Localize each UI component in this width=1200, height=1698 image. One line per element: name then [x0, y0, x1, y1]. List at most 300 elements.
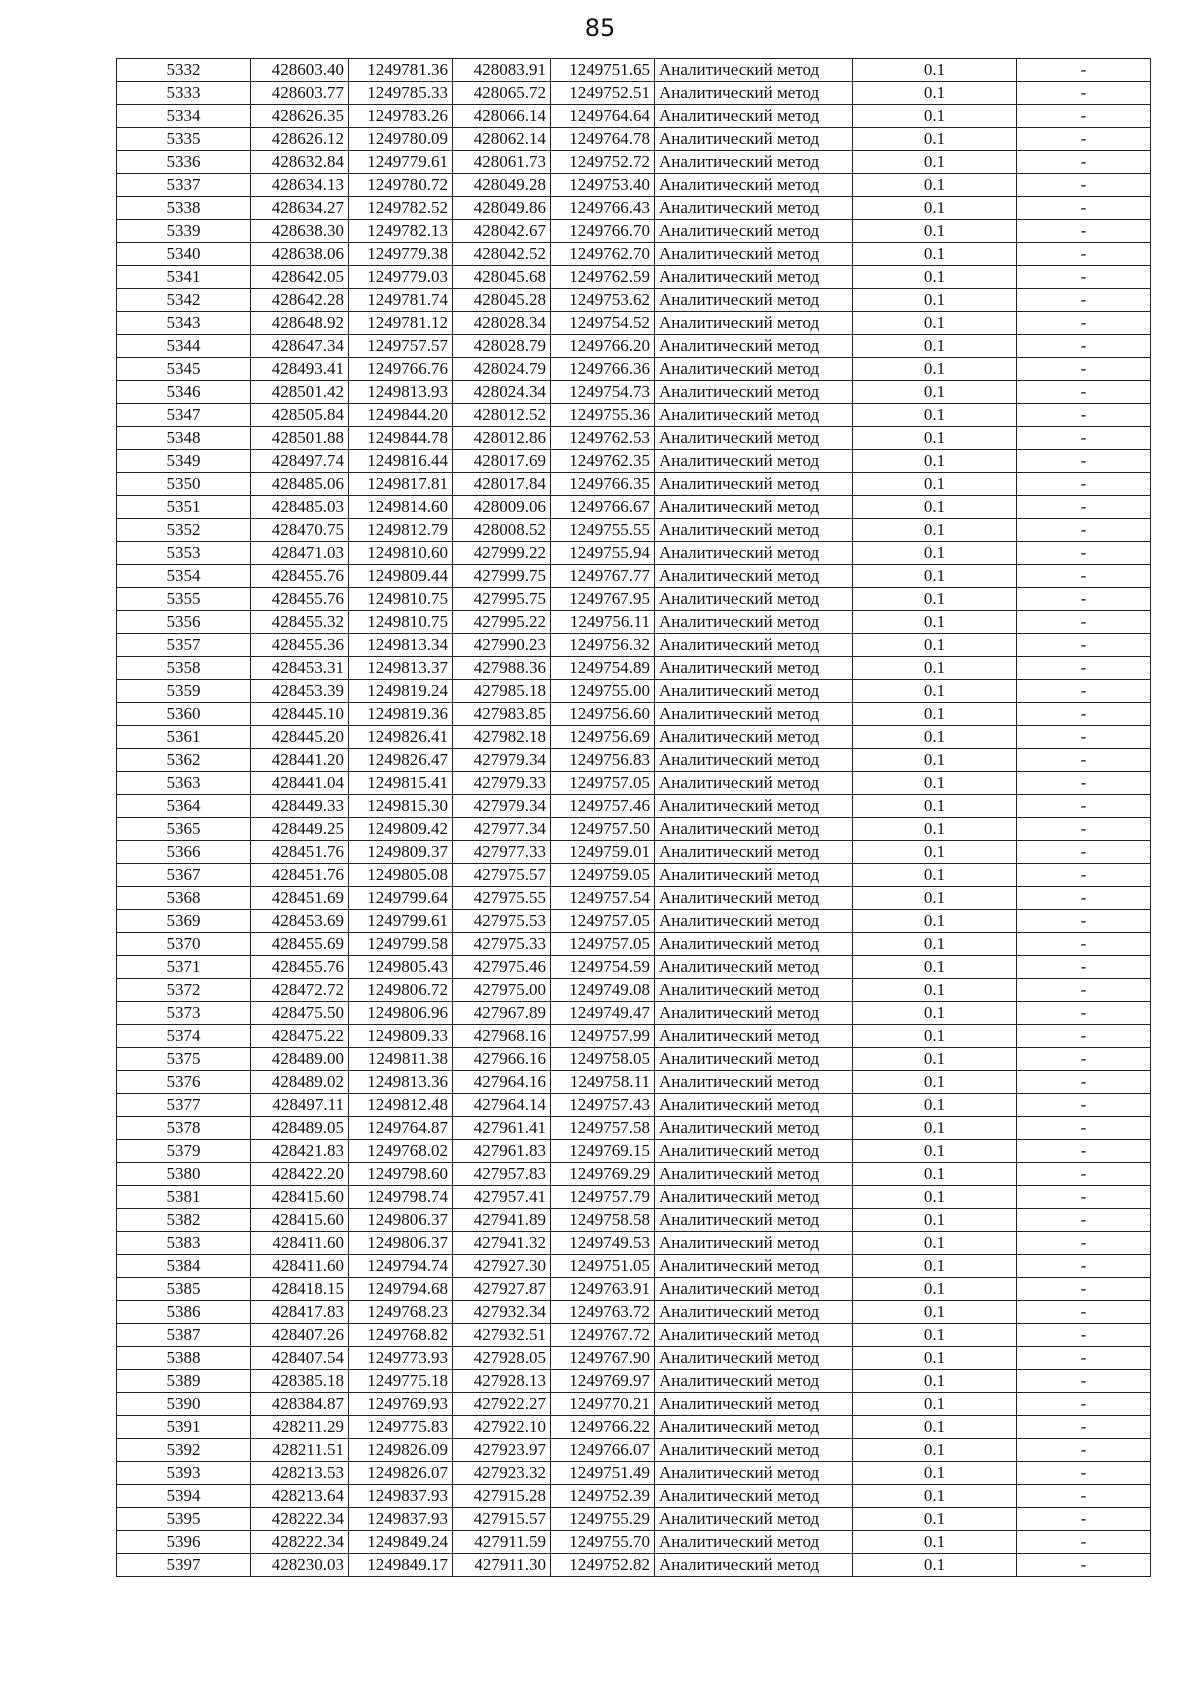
method-cell: Аналитический метод: [655, 611, 853, 634]
method-cell: Аналитический метод: [655, 381, 853, 404]
method-cell: Аналитический метод: [655, 427, 853, 450]
x-new-cell: 427941.89: [453, 1209, 551, 1232]
method-cell: Аналитический метод: [655, 1370, 853, 1393]
method-cell: Аналитический метод: [655, 1347, 853, 1370]
accuracy-cell: 0.1: [853, 1508, 1017, 1531]
table-row: [117, 1508, 1151, 1531]
x-new-cell: 428042.67: [453, 220, 551, 243]
x-old-cell: 428489.00: [251, 1048, 349, 1071]
point-number-cell: 5366: [117, 841, 251, 864]
point-number-cell: 5392: [117, 1439, 251, 1462]
accuracy-cell: 0.1: [853, 197, 1017, 220]
note-cell: -: [1017, 358, 1151, 381]
accuracy-cell: 0.1: [853, 1485, 1017, 1508]
table-row: [117, 1554, 1151, 1577]
x-old-cell: 428632.84: [251, 151, 349, 174]
note-cell: -: [1017, 588, 1151, 611]
x-old-cell: 428603.40: [251, 59, 349, 82]
point-number-cell: 5395: [117, 1508, 251, 1531]
accuracy-cell: 0.1: [853, 1370, 1017, 1393]
coordinates-table: [116, 58, 1151, 1577]
y-old-cell: 1249813.36: [349, 1071, 453, 1094]
point-number-cell: 5394: [117, 1485, 251, 1508]
y-old-cell: 1249813.93: [349, 381, 453, 404]
x-old-cell: 428501.42: [251, 381, 349, 404]
table-row: [117, 519, 1151, 542]
accuracy-cell: 0.1: [853, 749, 1017, 772]
y-new-cell: 1249766.35: [551, 473, 655, 496]
method-cell: Аналитический метод: [655, 1163, 853, 1186]
method-cell: Аналитический метод: [655, 1508, 853, 1531]
point-number-cell: 5362: [117, 749, 251, 772]
x-old-cell: 428407.26: [251, 1324, 349, 1347]
x-new-cell: 428028.79: [453, 335, 551, 358]
note-cell: -: [1017, 1508, 1151, 1531]
x-old-cell: 428497.74: [251, 450, 349, 473]
y-old-cell: 1249810.75: [349, 611, 453, 634]
table-row: [117, 1370, 1151, 1393]
table-row: [117, 680, 1151, 703]
y-new-cell: 1249762.70: [551, 243, 655, 266]
accuracy-cell: 0.1: [853, 1393, 1017, 1416]
method-cell: Аналитический метод: [655, 519, 853, 542]
table-row: [117, 611, 1151, 634]
note-cell: -: [1017, 795, 1151, 818]
method-cell: Аналитический метод: [655, 1117, 853, 1140]
accuracy-cell: 0.1: [853, 634, 1017, 657]
y-new-cell: 1249756.83: [551, 749, 655, 772]
table-row: [117, 1485, 1151, 1508]
x-new-cell: 428062.14: [453, 128, 551, 151]
accuracy-cell: 0.1: [853, 59, 1017, 82]
method-cell: Аналитический метод: [655, 59, 853, 82]
y-new-cell: 1249754.52: [551, 312, 655, 335]
y-new-cell: 1249757.43: [551, 1094, 655, 1117]
table-row: [117, 979, 1151, 1002]
method-cell: Аналитический метод: [655, 1439, 853, 1462]
note-cell: -: [1017, 887, 1151, 910]
y-new-cell: 1249757.46: [551, 795, 655, 818]
y-new-cell: 1249767.90: [551, 1347, 655, 1370]
y-new-cell: 1249753.40: [551, 174, 655, 197]
y-new-cell: 1249757.05: [551, 910, 655, 933]
note-cell: -: [1017, 450, 1151, 473]
x-old-cell: 428445.20: [251, 726, 349, 749]
y-old-cell: 1249826.41: [349, 726, 453, 749]
y-old-cell: 1249780.09: [349, 128, 453, 151]
x-new-cell: 427923.32: [453, 1462, 551, 1485]
x-old-cell: 428211.51: [251, 1439, 349, 1462]
accuracy-cell: 0.1: [853, 105, 1017, 128]
point-number-cell: 5380: [117, 1163, 251, 1186]
note-cell: -: [1017, 427, 1151, 450]
accuracy-cell: 0.1: [853, 979, 1017, 1002]
accuracy-cell: 0.1: [853, 266, 1017, 289]
note-cell: -: [1017, 496, 1151, 519]
y-old-cell: 1249768.02: [349, 1140, 453, 1163]
x-new-cell: 427928.05: [453, 1347, 551, 1370]
y-new-cell: 1249769.29: [551, 1163, 655, 1186]
accuracy-cell: 0.1: [853, 450, 1017, 473]
x-new-cell: 427999.75: [453, 565, 551, 588]
table-row: [117, 1048, 1151, 1071]
note-cell: -: [1017, 1462, 1151, 1485]
accuracy-cell: 0.1: [853, 772, 1017, 795]
accuracy-cell: 0.1: [853, 611, 1017, 634]
point-number-cell: 5396: [117, 1531, 251, 1554]
note-cell: -: [1017, 910, 1151, 933]
note-cell: -: [1017, 565, 1151, 588]
x-new-cell: 428065.72: [453, 82, 551, 105]
y-new-cell: 1249755.29: [551, 1508, 655, 1531]
method-cell: Аналитический метод: [655, 266, 853, 289]
table-row: [117, 542, 1151, 565]
table-row: [117, 910, 1151, 933]
method-cell: Аналитический метод: [655, 703, 853, 726]
table-row: [117, 818, 1151, 841]
x-old-cell: 428497.11: [251, 1094, 349, 1117]
accuracy-cell: 0.1: [853, 404, 1017, 427]
method-cell: Аналитический метод: [655, 1531, 853, 1554]
x-old-cell: 428230.03: [251, 1554, 349, 1577]
point-number-cell: 5343: [117, 312, 251, 335]
x-old-cell: 428411.60: [251, 1255, 349, 1278]
y-old-cell: 1249806.37: [349, 1209, 453, 1232]
note-cell: -: [1017, 473, 1151, 496]
y-new-cell: 1249754.59: [551, 956, 655, 979]
y-new-cell: 1249767.95: [551, 588, 655, 611]
accuracy-cell: 0.1: [853, 1301, 1017, 1324]
x-new-cell: 427975.33: [453, 933, 551, 956]
point-number-cell: 5351: [117, 496, 251, 519]
x-new-cell: 428083.91: [453, 59, 551, 82]
note-cell: -: [1017, 1025, 1151, 1048]
table-row: [117, 1462, 1151, 1485]
y-old-cell: 1249826.09: [349, 1439, 453, 1462]
table-row: [117, 404, 1151, 427]
table-row: [117, 197, 1151, 220]
x-new-cell: 427990.23: [453, 634, 551, 657]
point-number-cell: 5364: [117, 795, 251, 818]
accuracy-cell: 0.1: [853, 174, 1017, 197]
x-new-cell: 428008.52: [453, 519, 551, 542]
table-row: [117, 220, 1151, 243]
x-new-cell: 427975.00: [453, 979, 551, 1002]
x-old-cell: 428449.25: [251, 818, 349, 841]
x-old-cell: 428470.75: [251, 519, 349, 542]
point-number-cell: 5377: [117, 1094, 251, 1117]
x-old-cell: 428493.41: [251, 358, 349, 381]
method-cell: Аналитический метод: [655, 1278, 853, 1301]
x-new-cell: 427941.32: [453, 1232, 551, 1255]
note-cell: -: [1017, 220, 1151, 243]
table-row: [117, 1531, 1151, 1554]
point-number-cell: 5387: [117, 1324, 251, 1347]
y-new-cell: 1249766.43: [551, 197, 655, 220]
table-row: [117, 1163, 1151, 1186]
accuracy-cell: 0.1: [853, 1347, 1017, 1370]
y-old-cell: 1249798.74: [349, 1186, 453, 1209]
point-number-cell: 5367: [117, 864, 251, 887]
method-cell: Аналитический метод: [655, 1416, 853, 1439]
y-old-cell: 1249813.34: [349, 634, 453, 657]
point-number-cell: 5391: [117, 1416, 251, 1439]
accuracy-cell: 0.1: [853, 933, 1017, 956]
point-number-cell: 5386: [117, 1301, 251, 1324]
method-cell: Аналитический метод: [655, 151, 853, 174]
x-old-cell: 428634.13: [251, 174, 349, 197]
method-cell: Аналитический метод: [655, 1462, 853, 1485]
accuracy-cell: 0.1: [853, 1232, 1017, 1255]
y-new-cell: 1249751.49: [551, 1462, 655, 1485]
point-number-cell: 5363: [117, 772, 251, 795]
accuracy-cell: 0.1: [853, 496, 1017, 519]
y-old-cell: 1249769.93: [349, 1393, 453, 1416]
table-row: [117, 726, 1151, 749]
note-cell: -: [1017, 519, 1151, 542]
x-old-cell: 428603.77: [251, 82, 349, 105]
method-cell: Аналитический метод: [655, 726, 853, 749]
method-cell: Аналитический метод: [655, 565, 853, 588]
note-cell: -: [1017, 404, 1151, 427]
x-new-cell: 427961.41: [453, 1117, 551, 1140]
x-old-cell: 428638.06: [251, 243, 349, 266]
table-row: [117, 289, 1151, 312]
point-number-cell: 5373: [117, 1002, 251, 1025]
y-old-cell: 1249779.03: [349, 266, 453, 289]
note-cell: -: [1017, 289, 1151, 312]
point-number-cell: 5334: [117, 105, 251, 128]
y-old-cell: 1249844.78: [349, 427, 453, 450]
method-cell: Аналитический метод: [655, 1232, 853, 1255]
y-old-cell: 1249775.83: [349, 1416, 453, 1439]
note-cell: -: [1017, 818, 1151, 841]
x-new-cell: 427975.55: [453, 887, 551, 910]
y-old-cell: 1249780.72: [349, 174, 453, 197]
y-new-cell: 1249755.55: [551, 519, 655, 542]
point-number-cell: 5359: [117, 680, 251, 703]
accuracy-cell: 0.1: [853, 312, 1017, 335]
y-new-cell: 1249762.35: [551, 450, 655, 473]
x-old-cell: 428453.39: [251, 680, 349, 703]
y-old-cell: 1249757.57: [349, 335, 453, 358]
accuracy-cell: 0.1: [853, 1140, 1017, 1163]
x-old-cell: 428441.20: [251, 749, 349, 772]
table-row: [117, 266, 1151, 289]
x-old-cell: 428222.34: [251, 1508, 349, 1531]
x-old-cell: 428485.06: [251, 473, 349, 496]
point-number-cell: 5337: [117, 174, 251, 197]
note-cell: -: [1017, 1301, 1151, 1324]
x-new-cell: 427967.89: [453, 1002, 551, 1025]
x-old-cell: 428451.69: [251, 887, 349, 910]
point-number-cell: 5347: [117, 404, 251, 427]
note-cell: -: [1017, 1393, 1151, 1416]
method-cell: Аналитический метод: [655, 956, 853, 979]
note-cell: -: [1017, 197, 1151, 220]
accuracy-cell: 0.1: [853, 358, 1017, 381]
point-number-cell: 5361: [117, 726, 251, 749]
method-cell: Аналитический метод: [655, 1255, 853, 1278]
x-new-cell: 427975.53: [453, 910, 551, 933]
note-cell: -: [1017, 174, 1151, 197]
y-new-cell: 1249758.11: [551, 1071, 655, 1094]
note-cell: -: [1017, 956, 1151, 979]
x-old-cell: 428642.05: [251, 266, 349, 289]
accuracy-cell: 0.1: [853, 818, 1017, 841]
point-number-cell: 5388: [117, 1347, 251, 1370]
note-cell: -: [1017, 1232, 1151, 1255]
x-old-cell: 428211.29: [251, 1416, 349, 1439]
accuracy-cell: 0.1: [853, 473, 1017, 496]
accuracy-cell: 0.1: [853, 841, 1017, 864]
table-row: [117, 657, 1151, 680]
y-new-cell: 1249755.36: [551, 404, 655, 427]
x-old-cell: 428415.60: [251, 1209, 349, 1232]
note-cell: -: [1017, 634, 1151, 657]
x-new-cell: 427915.28: [453, 1485, 551, 1508]
note-cell: -: [1017, 703, 1151, 726]
accuracy-cell: 0.1: [853, 243, 1017, 266]
table-row: [117, 496, 1151, 519]
point-number-cell: 5341: [117, 266, 251, 289]
y-new-cell: 1249757.05: [551, 772, 655, 795]
y-new-cell: 1249755.94: [551, 542, 655, 565]
accuracy-cell: 0.1: [853, 588, 1017, 611]
y-new-cell: 1249766.20: [551, 335, 655, 358]
y-old-cell: 1249826.47: [349, 749, 453, 772]
table-row: [117, 1209, 1151, 1232]
table-row: [117, 312, 1151, 335]
point-number-cell: 5385: [117, 1278, 251, 1301]
table-row: [117, 1071, 1151, 1094]
y-new-cell: 1249758.58: [551, 1209, 655, 1232]
note-cell: -: [1017, 1186, 1151, 1209]
y-new-cell: 1249749.08: [551, 979, 655, 1002]
table-row: [117, 151, 1151, 174]
method-cell: Аналитический метод: [655, 1209, 853, 1232]
method-cell: Аналитический метод: [655, 887, 853, 910]
y-new-cell: 1249753.62: [551, 289, 655, 312]
y-old-cell: 1249781.12: [349, 312, 453, 335]
x-old-cell: 428411.60: [251, 1232, 349, 1255]
y-old-cell: 1249812.79: [349, 519, 453, 542]
note-cell: -: [1017, 82, 1151, 105]
note-cell: -: [1017, 1278, 1151, 1301]
point-number-cell: 5370: [117, 933, 251, 956]
note-cell: -: [1017, 1140, 1151, 1163]
method-cell: Аналитический метод: [655, 680, 853, 703]
table-row: [117, 1278, 1151, 1301]
accuracy-cell: 0.1: [853, 128, 1017, 151]
y-old-cell: 1249819.24: [349, 680, 453, 703]
x-old-cell: 428471.03: [251, 542, 349, 565]
x-old-cell: 428648.92: [251, 312, 349, 335]
y-old-cell: 1249764.87: [349, 1117, 453, 1140]
method-cell: Аналитический метод: [655, 335, 853, 358]
y-new-cell: 1249766.36: [551, 358, 655, 381]
y-new-cell: 1249766.22: [551, 1416, 655, 1439]
x-old-cell: 428489.02: [251, 1071, 349, 1094]
x-old-cell: 428475.50: [251, 1002, 349, 1025]
point-number-cell: 5357: [117, 634, 251, 657]
y-old-cell: 1249809.37: [349, 841, 453, 864]
x-old-cell: 428647.34: [251, 335, 349, 358]
method-cell: Аналитический метод: [655, 634, 853, 657]
x-old-cell: 428475.22: [251, 1025, 349, 1048]
y-old-cell: 1249811.38: [349, 1048, 453, 1071]
note-cell: -: [1017, 1531, 1151, 1554]
x-old-cell: 428455.76: [251, 956, 349, 979]
accuracy-cell: 0.1: [853, 519, 1017, 542]
y-old-cell: 1249805.43: [349, 956, 453, 979]
x-old-cell: 428418.15: [251, 1278, 349, 1301]
x-old-cell: 428455.36: [251, 634, 349, 657]
table-row: [117, 703, 1151, 726]
note-cell: -: [1017, 772, 1151, 795]
method-cell: Аналитический метод: [655, 657, 853, 680]
method-cell: Аналитический метод: [655, 358, 853, 381]
x-old-cell: 428472.72: [251, 979, 349, 1002]
x-new-cell: 427968.16: [453, 1025, 551, 1048]
method-cell: Аналитический метод: [655, 1094, 853, 1117]
method-cell: Аналитический метод: [655, 105, 853, 128]
accuracy-cell: 0.1: [853, 82, 1017, 105]
method-cell: Аналитический метод: [655, 1071, 853, 1094]
point-number-cell: 5340: [117, 243, 251, 266]
y-new-cell: 1249762.53: [551, 427, 655, 450]
table-row: [117, 1140, 1151, 1163]
x-old-cell: 428385.18: [251, 1370, 349, 1393]
note-cell: -: [1017, 151, 1151, 174]
y-old-cell: 1249809.44: [349, 565, 453, 588]
table-row: [117, 427, 1151, 450]
y-new-cell: 1249754.73: [551, 381, 655, 404]
method-cell: Аналитический метод: [655, 1324, 853, 1347]
y-old-cell: 1249813.37: [349, 657, 453, 680]
y-new-cell: 1249749.53: [551, 1232, 655, 1255]
method-cell: Аналитический метод: [655, 910, 853, 933]
y-new-cell: 1249757.50: [551, 818, 655, 841]
point-number-cell: 5336: [117, 151, 251, 174]
accuracy-cell: 0.1: [853, 1554, 1017, 1577]
accuracy-cell: 0.1: [853, 1462, 1017, 1485]
x-old-cell: 428501.88: [251, 427, 349, 450]
accuracy-cell: 0.1: [853, 703, 1017, 726]
point-number-cell: 5371: [117, 956, 251, 979]
point-number-cell: 5365: [117, 818, 251, 841]
x-old-cell: 428449.33: [251, 795, 349, 818]
x-new-cell: 427922.27: [453, 1393, 551, 1416]
accuracy-cell: 0.1: [853, 1255, 1017, 1278]
x-old-cell: 428455.76: [251, 588, 349, 611]
y-new-cell: 1249759.01: [551, 841, 655, 864]
point-number-cell: 5349: [117, 450, 251, 473]
accuracy-cell: 0.1: [853, 1002, 1017, 1025]
table-row: [117, 473, 1151, 496]
y-old-cell: 1249798.60: [349, 1163, 453, 1186]
note-cell: -: [1017, 59, 1151, 82]
note-cell: -: [1017, 1554, 1151, 1577]
method-cell: Аналитический метод: [655, 818, 853, 841]
y-old-cell: 1249815.41: [349, 772, 453, 795]
table-row: [117, 588, 1151, 611]
accuracy-cell: 0.1: [853, 1324, 1017, 1347]
table-row: [117, 841, 1151, 864]
y-old-cell: 1249799.61: [349, 910, 453, 933]
point-number-cell: 5344: [117, 335, 251, 358]
x-new-cell: 428028.34: [453, 312, 551, 335]
